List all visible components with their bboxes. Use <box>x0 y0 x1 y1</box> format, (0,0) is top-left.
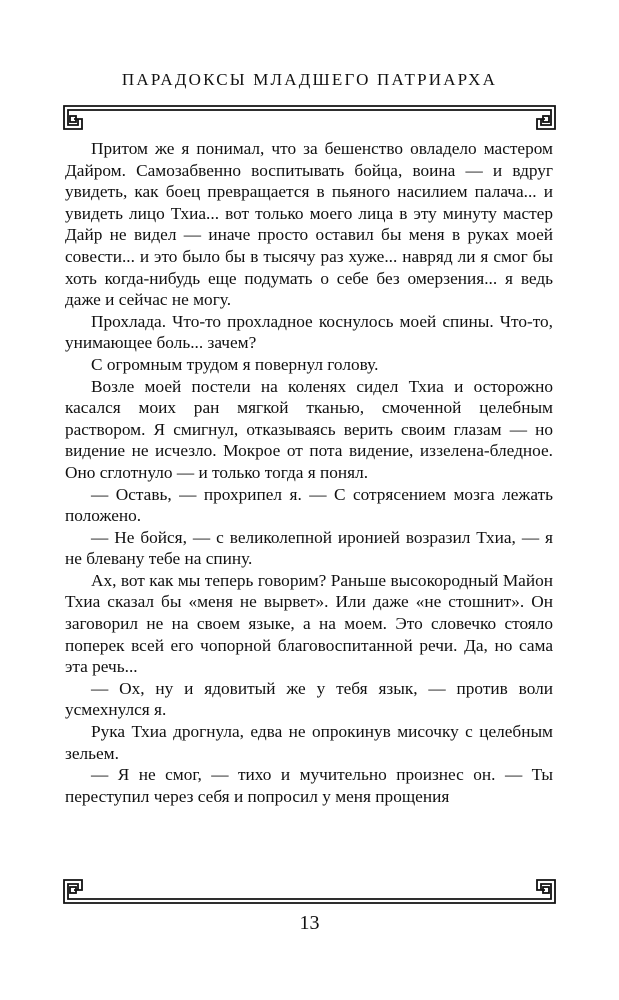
paragraph: — Ох, ну и ядовитый же у тебя язык, — против воли усмехнулся я. <box>65 678 553 720</box>
paragraph: Возле моей постели на коленях сидел Тхиа и осторожно касался моих ран мягкой тканью, смоченной целебным раствором. Я смигнул, отказываясь верить своим глазам — но видение не исчезло. Мокрое от пота видение, иззелена-бледное. Оно сглотнуло — и только тогда я понял. <box>65 376 553 482</box>
bottom-ornamental-border <box>0 866 619 916</box>
paragraph: — Оставь, — прохрипел я. — С сотрясением мозга лежать положено. <box>65 484 553 526</box>
running-head-title: ПАРАДОКСЫ МЛАДШЕГО ПАТРИАРХА <box>121 70 498 89</box>
page-number: 13 <box>299 912 320 934</box>
paragraph: Рука Тхиа дрогнула, едва не опрокинув мисочку с целебным зельем. <box>65 722 553 763</box>
body-text <box>65 138 553 807</box>
paragraph: Притом же я понимал, что за бешенство овладело мастером Дайром. Самозабвенно воспитывать бойца, воина — и вдруг увидеть, как боец превращается в пьяного насилием палача... и увидеть лицо Тхиа... вот только моего лица в эту минуту мастер Дайр не видел — иначе просто оставил бы меня в руках моей совести... и это было бы в тысячу раз хуже... навряд ли я смог бы хоть когда-нибудь еще подумать о себе без омерзения... я ведь даже и сейчас не могу. <box>65 139 553 310</box>
paragraph: Ах, вот как мы теперь говорим? Раньше высокородный Майон Тхиа сказал бы «меня не вырвет». Или даже «не стошнит». Он заговорил не на своем языке, а на моем. Это словечко стояло поперек всей его чопорной благовоспитанной речи. Да, но сама эта речь... <box>65 570 553 677</box>
paragraph: — Не бойся, — с великолепной иронией возразил Тхиа, — я не блевану тебе на спину. <box>65 527 553 569</box>
paragraph: Прохлада. Что-то прохладное коснулось моей спины. Что-то, унимающее боль... зачем? <box>65 311 553 353</box>
paragraph: С огромным трудом я повернул голову. <box>91 354 379 374</box>
paragraph: — Я не смог, — тихо и мучительно произнес он. — Ты переступил через себя и попросил у меня прощения <box>65 765 553 806</box>
top-ornamental-border <box>0 92 619 142</box>
